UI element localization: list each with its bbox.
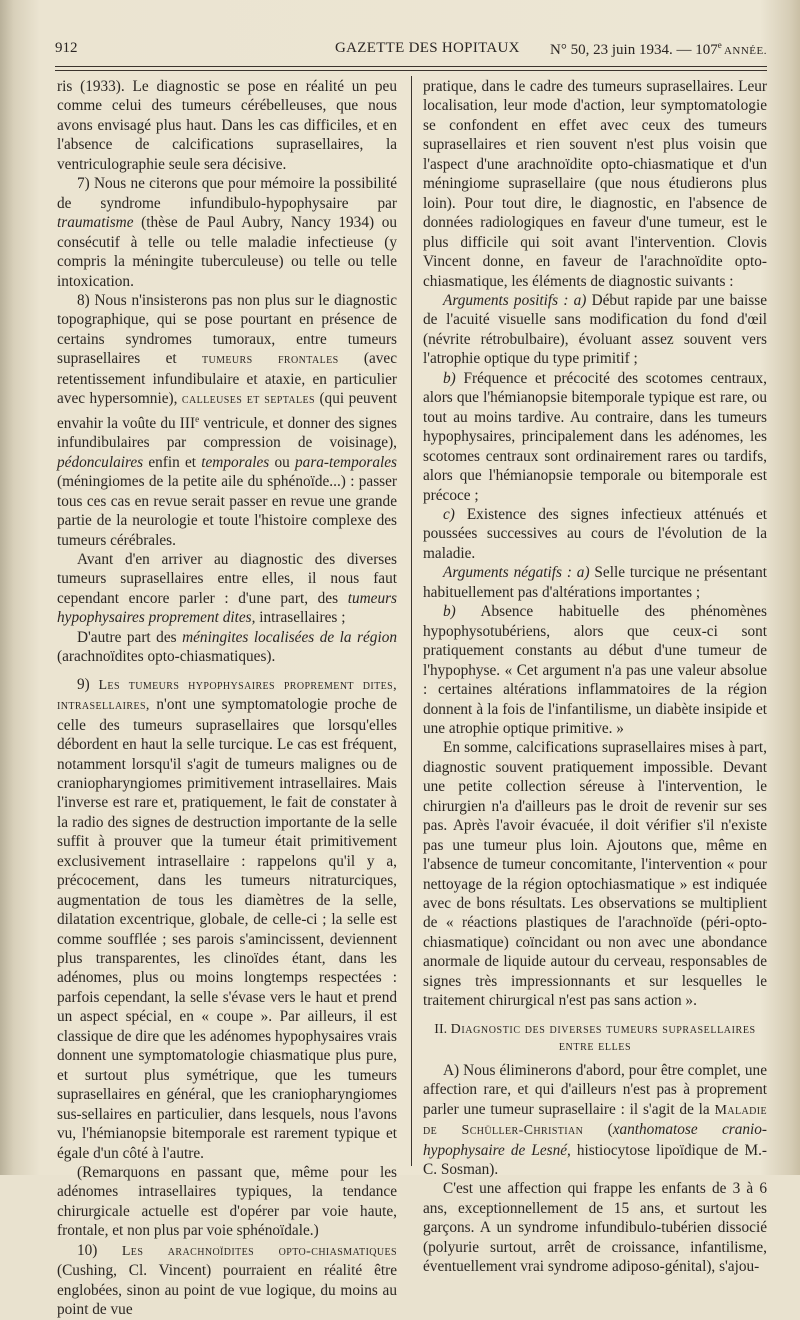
section-title: Diagnostic des diverses tumeurs suprasellaires [450, 1021, 756, 1037]
paragraph: c) Existence des signes infectieux atténués et poussées successives au cours de l'évolution de la maladie. [423, 505, 767, 562]
paragraph: C'est une affection qui frappe les enfants de 3 à 6 ans, exceptionnellement de 15 ans, et surtout les garçons. A un syndrome infundibulo-tubérien dissocié (polyurie surtout, arrêt de croissance, infantilisme, éventuellement vrai syndrome adiposo-génital), s'ajou- [423, 1180, 767, 1276]
paragraph: ris (1933). Le diagnostic se pose en réalité un peu comme celui des tumeurs cérébelleuses, que nous avons envisagé plus haut. Dans les cas difficiles, et en l'absence de calcifications suprasellaires, la ventriculographie seule sera décisive. [57, 78, 397, 173]
paragraph: (Remarquons en passant que, même pour les adénomes intrasellaires typiques, la tendance chirurgicale actuelle est d'opérer par voie haute, frontale, et non plus par voie sphénoïdale.) [57, 1164, 397, 1240]
paragraph: 8) Nous n'insisterons pas non plus sur le diagnostic topographique, qui se pose pourtant en présence de certains syndromes tumoraux, entre tumeurs suprasellaires et tumeurs frontales (avec retentissement infundibulaire et ataxie, en particulier avec hypersomnie), calleuses et septales (qui peuvent envahir la voûte du IIIe ventricule, et donner des signes infundibulaires par compression de voisinage), pédonculaires enfin et temporales ou para-temporales (méningiomes de la petite aile du sphénoïde...) : passer tous ces cas en revue serait passer en revue une grande partie de la neurologie et toute l'histoire complexe des tumeurs cérébrales. [57, 291, 397, 549]
section-heading [423, 1021, 767, 1055]
issue-annee: ANNÉE. [723, 45, 767, 57]
paragraph: A) Nous éliminerons d'abord, pour être complet, une affection rare, et qui d'ailleurs n'est pas à proprement parler une tumeur suprasellaire : il s'agit de la Maladie de Schüller-Christian (xanthomatose cranio-hypophysaire de Lesné, histiocytose lipoïdique de M.-C. Sosman). [423, 1061, 767, 1179]
column-divider [411, 76, 412, 1166]
page-header [55, 40, 767, 62]
paragraph: En somme, calcifications suprasellaires mises à part, diagnostic souvent pratiquement impossible. Devant une petite collection séreuse à l'intervention, le chirurgien n'a d'ailleurs pas le droit de revenir sur ses pas. Après l'avoir évacuée, il doit vérifier s'il n'existe pas une tumeur plus loin. Ajoutons que, même en l'absence de tumeur concomitante, l'intervention « pour nettoyage de la région optochiasmatique » est indiquée avec de bons résultats. Les observations se multiplient de « réactions plastiques de l'arachnoïde (péri-opto-chiasmatique) coïncidant ou non avec une abondance anormale de liquide autour du cerveau, responsables de signes très impressionnants et sur lesquelles le traitement chirurgical n'est pas sans action ». [423, 739, 767, 1010]
journal-title: GAZETTE DES HOPITAUX [335, 40, 520, 56]
paragraph: D'autre part des méningites localisées de la région (arachnoïdites opto-chiasmatiques). [57, 628, 397, 666]
paragraph: Arguments négatifs : a) Selle turcique ne présentant habituellement pas d'altérations importantes ; [423, 564, 767, 601]
paragraph: 10) Les arachnoïdites opto-chiasmatiques (Cushing, Cl. Vincent) pourraient en réalité être englobées, sinon au point de vue logique, du moins au point de vue [57, 1241, 398, 1319]
paragraph: Avant d'en arriver au diagnostic des diverses tumeurs suprasellaires entre elles, il nous faut cependant encore parler : d'une part, des tumeurs hypophysaires proprement dites, intrasellaires ; [57, 550, 397, 627]
paragraph: b) Fréquence et précocité des scotomes centraux, alors que l'hémianopsie bitemporale typique est rare, ou tout au moins tardive. Au contraire, dans les tumeurs hypophysaires, principalement dans les adénomes, les scotomes centraux sont ordinairement rares ou tardifs, alors que l'hémianopsie temporale ou bitemporale est précoce ; [423, 369, 767, 504]
paragraph: pratique, dans le cadre des tumeurs suprasellaires. Leur localisation, leur mode d'action, leur symptomatologie se confondent en effet avec ceux des tumeurs suprasellaires et rien souvent n'est plus voisin que l'aspect d'une arachnoïdite opto-chiasmatique et d'un méningiome suprasellaire (que nous étudierons plus loin). Pour tout dire, le diagnostic, en l'absence de données radiologiques en faveur d'une tumeur, est le plus difficile qui soit avant l'intervention. Clovis Vincent donne, en faveur de l'arachnoïdite opto-chiasmatique, les éléments de diagnostic suivants : [423, 78, 767, 290]
paragraph: b) Absence habituelle des phénomènes hypophysotubériens, alors que ceux-ci sont pratiquement constants au début d'une tumeur de l'hypophyse. « Cet argument n'a pas une valeur absolue : certaines altérations inflammatoires de la région donnent à la fois de l'infantilisme, un diabète insipide et une atrophie optique primitive. » [423, 603, 767, 737]
left-column [57, 77, 397, 1320]
header-rule-thick [55, 66, 767, 67]
right-column [423, 77, 767, 1277]
section-number: II. [434, 1021, 451, 1037]
issue-suffix: e [717, 40, 724, 50]
section-title-cont: entre elles [558, 1038, 632, 1054]
page-number: 912 [55, 40, 78, 56]
issue-date: N° 50, 23 juin 1934. — 107 [550, 42, 718, 58]
paragraph: Arguments positifs : a) Début rapide par une baisse de l'acuité visuelle sans modification du fond d'œil (névrite rétrobulbaire), évoluant assez souvent vers l'atrophie optique du type primitif ; [423, 291, 767, 368]
paragraph: 7) Nous ne citerons que pour mémoire la possibilité de syndrome infundibulo-hypophysaire par traumatisme (thèse de Paul Aubry, Nancy 1934) ou consécutif à telle ou telle maladie infectieuse (y compris la méningite tuberculeuse) ou telle ou telle intoxication. [57, 175, 397, 290]
issue-info [550, 40, 767, 59]
header-rule-thin [55, 70, 767, 71]
paragraph: 9) Les tumeurs hypophysaires proprement dites, intrasellaires, n'ont une symptomatologie proche de celle des tumeurs suprasellaires que lorsqu'elles débordent en haut la selle turcique. Le cas est fréquent, notamment lorsqu'il s'agit de tumeurs malignes ou de craniopharyngiomes primitivement intrasellaires. Mais l'inverse est rare et, pratiquement, le fait de constater à la radio des signes de destruction importante de la selle suffit à prouver que la tumeur était primitivement exclusivement intrasellaire : rappelons qu'il y a, précocement, dans les tumeurs nitraturciques, augmentation de tous les diamètres de la selle, dilatation excentrique, globale, de celle-ci ; la selle est comme soufflée ; ses parois s'amincissent, deviennent plus transparentes, les clinoïdes étant, dans les adénomes, plus ou moins longtemps respectées : parfois cependant, la selle s'évase vers le haut et prend un aspect spécial, en « coupe ». Par ailleurs, il est classique de dire que les adénomes hypophysaires vrais donnent une symptomatologie chiasmatique plus pure, et surtout plus symétrique, que les tumeurs suprasellaires en général, que les craniopharyngiomes sus-sellaires en particulier, dans lesquels, nous l'avons vu, l'hémianopsie bitemporale est rarement typique et égale d'un côté à l'autre. [57, 675, 397, 1162]
spacer [57, 667, 397, 675]
